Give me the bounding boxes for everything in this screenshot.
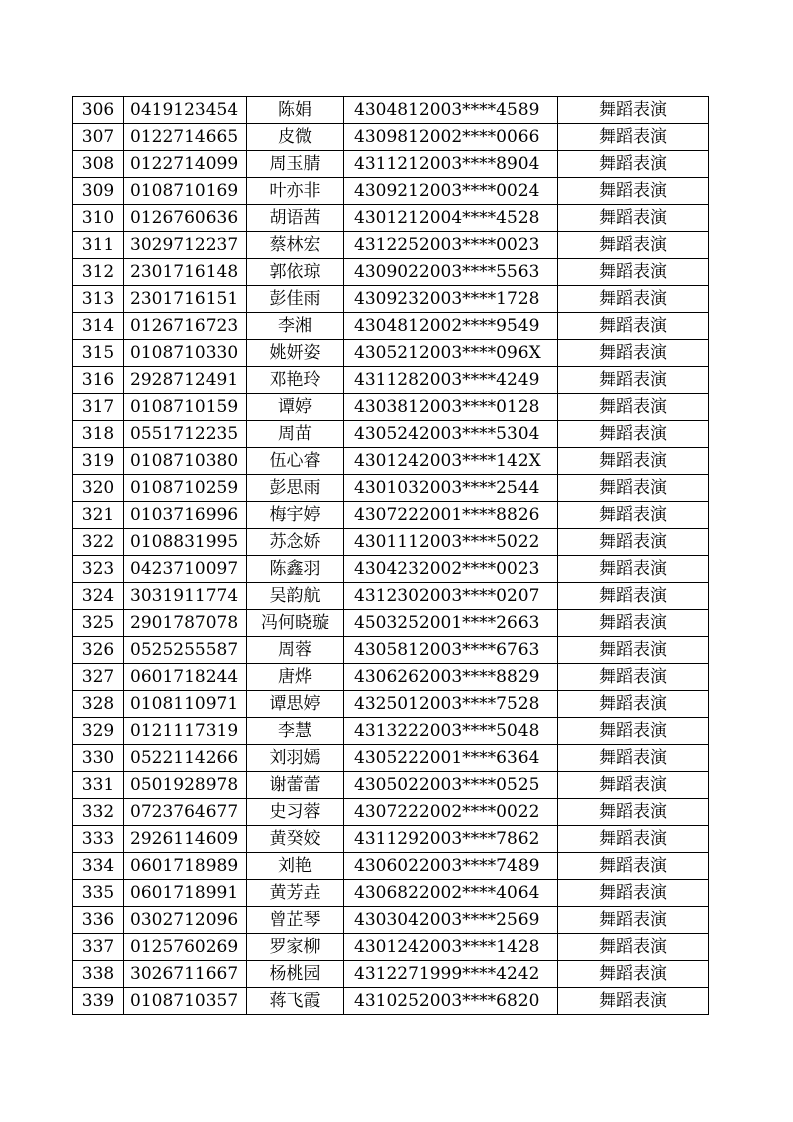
id-number-cell: 4306022003****7489 — [344, 853, 558, 880]
student-name-cell: 邓艳玲 — [247, 367, 344, 394]
id-number-cell: 4311212003****8904 — [344, 151, 558, 178]
major-cell: 舞蹈表演 — [558, 421, 709, 448]
table-row — [73, 583, 709, 610]
student-name-cell: 李慧 — [247, 718, 344, 745]
id-number-cell: 4306822002****4064 — [344, 880, 558, 907]
exam-number-cell: 0525255587 — [124, 637, 247, 664]
sequence-number-cell: 319 — [73, 448, 124, 475]
exam-number-cell: 2301716151 — [124, 286, 247, 313]
exam-number-cell: 0108831995 — [124, 529, 247, 556]
sequence-number-cell: 322 — [73, 529, 124, 556]
student-name-cell: 周玉腈 — [247, 151, 344, 178]
table-row — [73, 448, 709, 475]
id-number-cell: 4304812002****9549 — [344, 313, 558, 340]
student-name-cell: 唐烨 — [247, 664, 344, 691]
major-cell: 舞蹈表演 — [558, 583, 709, 610]
exam-number-cell: 3031911774 — [124, 583, 247, 610]
student-name-cell: 刘艳 — [247, 853, 344, 880]
table-row — [73, 502, 709, 529]
sequence-number-cell: 320 — [73, 475, 124, 502]
student-name-cell: 刘羽嫣 — [247, 745, 344, 772]
table-row — [73, 232, 709, 259]
table-row — [73, 880, 709, 907]
student-name-cell: 黄癸姣 — [247, 826, 344, 853]
sequence-number-cell: 323 — [73, 556, 124, 583]
sequence-number-cell: 309 — [73, 178, 124, 205]
student-name-cell: 胡语茜 — [247, 205, 344, 232]
student-name-cell: 蒋飞霞 — [247, 988, 344, 1015]
exam-number-cell: 3029712237 — [124, 232, 247, 259]
table-row — [73, 340, 709, 367]
major-cell: 舞蹈表演 — [558, 313, 709, 340]
student-name-cell: 彭佳雨 — [247, 286, 344, 313]
major-cell: 舞蹈表演 — [558, 745, 709, 772]
exam-number-cell: 0121117319 — [124, 718, 247, 745]
major-cell: 舞蹈表演 — [558, 367, 709, 394]
sequence-number-cell: 331 — [73, 772, 124, 799]
exam-number-cell: 0108710330 — [124, 340, 247, 367]
table-row — [73, 691, 709, 718]
id-number-cell: 4307222002****0022 — [344, 799, 558, 826]
student-name-cell: 周苗 — [247, 421, 344, 448]
id-number-cell: 4305212003****096X — [344, 340, 558, 367]
exam-number-cell: 2301716148 — [124, 259, 247, 286]
student-name-cell: 冯何晓璇 — [247, 610, 344, 637]
sequence-number-cell: 332 — [73, 799, 124, 826]
major-cell: 舞蹈表演 — [558, 988, 709, 1015]
id-number-cell: 4305812003****6763 — [344, 637, 558, 664]
table-row — [73, 151, 709, 178]
exam-number-cell: 0108710169 — [124, 178, 247, 205]
student-name-cell: 罗家柳 — [247, 934, 344, 961]
major-cell: 舞蹈表演 — [558, 961, 709, 988]
table-row — [73, 286, 709, 313]
sequence-number-cell: 327 — [73, 664, 124, 691]
exam-number-cell: 0108110971 — [124, 691, 247, 718]
sequence-number-cell: 316 — [73, 367, 124, 394]
table-row — [73, 97, 709, 124]
student-name-cell: 郭依琼 — [247, 259, 344, 286]
major-cell: 舞蹈表演 — [558, 97, 709, 124]
exam-number-cell: 0601718989 — [124, 853, 247, 880]
exam-number-cell: 0423710097 — [124, 556, 247, 583]
student-name-cell: 梅宇婷 — [247, 502, 344, 529]
exam-number-cell: 2901787078 — [124, 610, 247, 637]
id-number-cell: 4309022003****5563 — [344, 259, 558, 286]
major-cell: 舞蹈表演 — [558, 826, 709, 853]
id-number-cell: 4303812003****0128 — [344, 394, 558, 421]
id-number-cell: 4304232002****0023 — [344, 556, 558, 583]
id-number-cell: 4503252001****2663 — [344, 610, 558, 637]
exam-number-cell: 0122714099 — [124, 151, 247, 178]
major-cell: 舞蹈表演 — [558, 664, 709, 691]
sequence-number-cell: 317 — [73, 394, 124, 421]
sequence-number-cell: 339 — [73, 988, 124, 1015]
major-cell: 舞蹈表演 — [558, 556, 709, 583]
table-row — [73, 799, 709, 826]
id-number-cell: 4301112003****5022 — [344, 529, 558, 556]
student-name-cell: 史习蓉 — [247, 799, 344, 826]
sequence-number-cell: 338 — [73, 961, 124, 988]
student-name-cell: 伍心睿 — [247, 448, 344, 475]
sequence-number-cell: 312 — [73, 259, 124, 286]
exam-number-cell: 0126716723 — [124, 313, 247, 340]
exam-number-cell: 0419123454 — [124, 97, 247, 124]
exam-number-cell: 2926114609 — [124, 826, 247, 853]
table-row — [73, 178, 709, 205]
exam-number-cell: 0723764677 — [124, 799, 247, 826]
sequence-number-cell: 329 — [73, 718, 124, 745]
major-cell: 舞蹈表演 — [558, 394, 709, 421]
sequence-number-cell: 313 — [73, 286, 124, 313]
student-name-cell: 吴韵航 — [247, 583, 344, 610]
table-row — [73, 718, 709, 745]
table-row — [73, 313, 709, 340]
table-row — [73, 907, 709, 934]
table-row — [73, 772, 709, 799]
exam-number-cell: 0601718244 — [124, 664, 247, 691]
student-name-cell: 谢蕾蕾 — [247, 772, 344, 799]
table-row — [73, 664, 709, 691]
student-name-cell: 周蓉 — [247, 637, 344, 664]
exam-number-cell: 0551712235 — [124, 421, 247, 448]
major-cell: 舞蹈表演 — [558, 934, 709, 961]
sequence-number-cell: 308 — [73, 151, 124, 178]
id-number-cell: 4312302003****0207 — [344, 583, 558, 610]
id-number-cell: 4309812002****0066 — [344, 124, 558, 151]
id-number-cell: 4309232003****1728 — [344, 286, 558, 313]
roster-table-body — [73, 97, 709, 1015]
id-number-cell: 4305242003****5304 — [344, 421, 558, 448]
id-number-cell: 4325012003****7528 — [344, 691, 558, 718]
student-name-cell: 叶亦非 — [247, 178, 344, 205]
table-row — [73, 934, 709, 961]
exam-number-cell: 0126760636 — [124, 205, 247, 232]
sequence-number-cell: 311 — [73, 232, 124, 259]
sequence-number-cell: 326 — [73, 637, 124, 664]
id-number-cell: 4310252003****6820 — [344, 988, 558, 1015]
exam-number-cell: 0122714665 — [124, 124, 247, 151]
sequence-number-cell: 333 — [73, 826, 124, 853]
exam-number-cell: 0108710159 — [124, 394, 247, 421]
major-cell: 舞蹈表演 — [558, 340, 709, 367]
student-name-cell: 谭思婷 — [247, 691, 344, 718]
exam-number-cell: 0125760269 — [124, 934, 247, 961]
major-cell: 舞蹈表演 — [558, 799, 709, 826]
table-row — [73, 556, 709, 583]
major-cell: 舞蹈表演 — [558, 529, 709, 556]
exam-number-cell: 0601718991 — [124, 880, 247, 907]
major-cell: 舞蹈表演 — [558, 610, 709, 637]
table-row — [73, 853, 709, 880]
sequence-number-cell: 334 — [73, 853, 124, 880]
id-number-cell: 4304812003****4589 — [344, 97, 558, 124]
id-number-cell: 4301032003****2544 — [344, 475, 558, 502]
table-row — [73, 394, 709, 421]
sequence-number-cell: 315 — [73, 340, 124, 367]
table-row — [73, 529, 709, 556]
table-row — [73, 124, 709, 151]
exam-number-cell: 0522114266 — [124, 745, 247, 772]
table-row — [73, 826, 709, 853]
major-cell: 舞蹈表演 — [558, 772, 709, 799]
student-name-cell: 姚妍姿 — [247, 340, 344, 367]
major-cell: 舞蹈表演 — [558, 475, 709, 502]
id-number-cell: 4307222001****8826 — [344, 502, 558, 529]
sequence-number-cell: 307 — [73, 124, 124, 151]
id-number-cell: 4301242003****1428 — [344, 934, 558, 961]
student-name-cell: 李湘 — [247, 313, 344, 340]
major-cell: 舞蹈表演 — [558, 691, 709, 718]
major-cell: 舞蹈表演 — [558, 907, 709, 934]
student-name-cell: 曾芷琴 — [247, 907, 344, 934]
id-number-cell: 4301212004****4528 — [344, 205, 558, 232]
major-cell: 舞蹈表演 — [558, 448, 709, 475]
major-cell: 舞蹈表演 — [558, 205, 709, 232]
id-number-cell: 4311292003****7862 — [344, 826, 558, 853]
major-cell: 舞蹈表演 — [558, 151, 709, 178]
student-name-cell: 苏念娇 — [247, 529, 344, 556]
exam-number-cell: 0501928978 — [124, 772, 247, 799]
table-row — [73, 637, 709, 664]
id-number-cell: 4301242003****142X — [344, 448, 558, 475]
sequence-number-cell: 337 — [73, 934, 124, 961]
table-row — [73, 610, 709, 637]
sequence-number-cell: 335 — [73, 880, 124, 907]
student-name-cell: 谭婷 — [247, 394, 344, 421]
table-row — [73, 367, 709, 394]
table-row — [73, 988, 709, 1015]
id-number-cell: 4305222001****6364 — [344, 745, 558, 772]
table-row — [73, 961, 709, 988]
exam-number-cell: 0108710380 — [124, 448, 247, 475]
sequence-number-cell: 324 — [73, 583, 124, 610]
id-number-cell: 4305022003****0525 — [344, 772, 558, 799]
student-name-cell: 蔡林宏 — [247, 232, 344, 259]
student-name-cell: 皮微 — [247, 124, 344, 151]
table-row — [73, 259, 709, 286]
id-number-cell: 4306262003****8829 — [344, 664, 558, 691]
exam-number-cell: 0108710259 — [124, 475, 247, 502]
major-cell: 舞蹈表演 — [558, 718, 709, 745]
table-row — [73, 205, 709, 232]
major-cell: 舞蹈表演 — [558, 853, 709, 880]
major-cell: 舞蹈表演 — [558, 124, 709, 151]
id-number-cell: 4311282003****4249 — [344, 367, 558, 394]
table-row — [73, 421, 709, 448]
roster-table — [72, 96, 709, 1015]
sequence-number-cell: 321 — [73, 502, 124, 529]
table-row — [73, 475, 709, 502]
roster-table-container — [72, 96, 708, 1015]
student-name-cell: 黄芳垚 — [247, 880, 344, 907]
major-cell: 舞蹈表演 — [558, 259, 709, 286]
sequence-number-cell: 325 — [73, 610, 124, 637]
id-number-cell: 4312252003****0023 — [344, 232, 558, 259]
student-name-cell: 彭思雨 — [247, 475, 344, 502]
sequence-number-cell: 306 — [73, 97, 124, 124]
exam-number-cell: 0103716996 — [124, 502, 247, 529]
major-cell: 舞蹈表演 — [558, 178, 709, 205]
major-cell: 舞蹈表演 — [558, 880, 709, 907]
id-number-cell: 4303042003****2569 — [344, 907, 558, 934]
major-cell: 舞蹈表演 — [558, 232, 709, 259]
id-number-cell: 4309212003****0024 — [344, 178, 558, 205]
sequence-number-cell: 336 — [73, 907, 124, 934]
sequence-number-cell: 330 — [73, 745, 124, 772]
id-number-cell: 4312271999****4242 — [344, 961, 558, 988]
id-number-cell: 4313222003****5048 — [344, 718, 558, 745]
exam-number-cell: 0108710357 — [124, 988, 247, 1015]
sequence-number-cell: 318 — [73, 421, 124, 448]
sequence-number-cell: 310 — [73, 205, 124, 232]
sequence-number-cell: 328 — [73, 691, 124, 718]
sequence-number-cell: 314 — [73, 313, 124, 340]
exam-number-cell: 0302712096 — [124, 907, 247, 934]
student-name-cell: 陈娟 — [247, 97, 344, 124]
student-name-cell: 杨桃园 — [247, 961, 344, 988]
table-row — [73, 745, 709, 772]
major-cell: 舞蹈表演 — [558, 502, 709, 529]
exam-number-cell: 3026711667 — [124, 961, 247, 988]
student-name-cell: 陈鑫羽 — [247, 556, 344, 583]
major-cell: 舞蹈表演 — [558, 637, 709, 664]
major-cell: 舞蹈表演 — [558, 286, 709, 313]
exam-number-cell: 2928712491 — [124, 367, 247, 394]
